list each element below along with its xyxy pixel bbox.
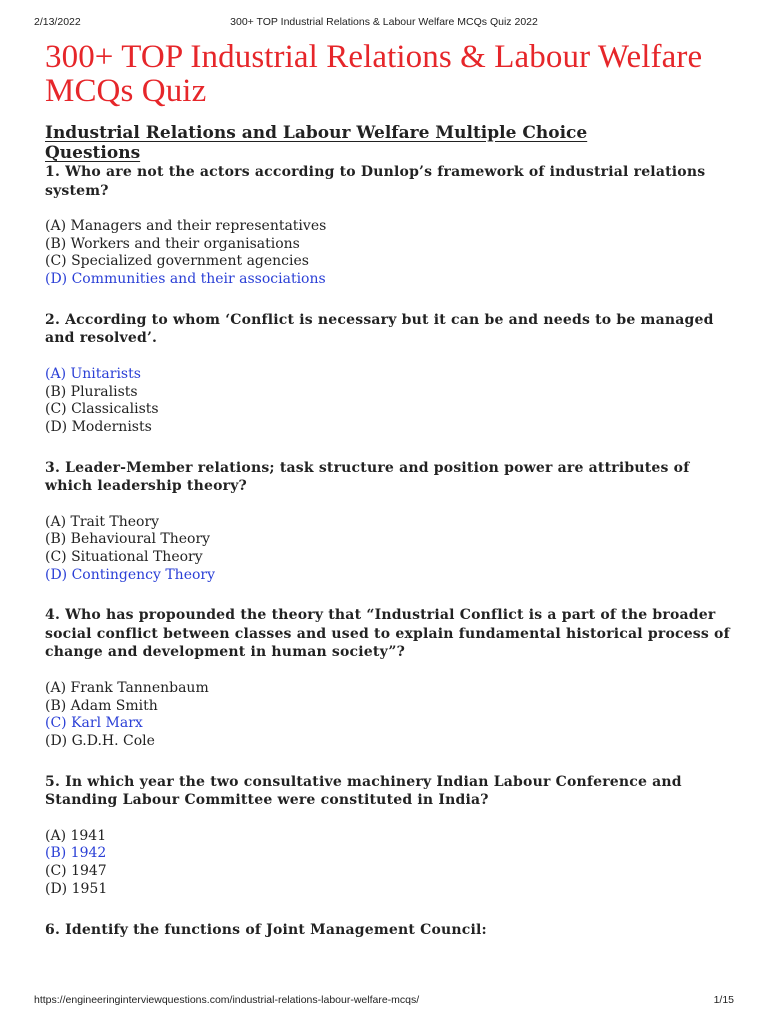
option-d: (D) Communities and their associations [45,271,326,288]
option-d: (D) Modernists [45,418,152,435]
option-b: (B) Adam Smith [45,697,158,714]
option-b: (B) Pluralists [45,383,138,400]
question-text: 5. In which year the two consultative machinery Indian Labour Conference and Standing Labour Committee were constituted in India? [45,773,682,809]
option-b: (B) 1942 [45,845,107,862]
print-document-title: 300+ TOP Industrial Relations & Labour Welfare MCQs Quiz 2022 [230,16,538,28]
option-c: (C) Specialized government agencies [45,253,309,270]
section-heading: Industrial Relations and Labour Welfare Multiple Choice Questions [45,123,588,163]
question-6 [45,921,735,940]
option-d: (D) G.D.H. Cole [45,733,155,750]
page-number: 1/15 [713,994,734,1006]
question-4 [45,606,735,750]
print-date: 2/13/2022 [34,16,81,28]
print-footer [34,994,734,1008]
option-c: (C) Classicalists [45,401,159,418]
option-d: (D) Contingency Theory [45,566,216,583]
question-text: 2. According to whom ‘Conflict is necessary but it can be and needs to be managed and resolved’. [45,311,714,347]
options-list [45,514,735,585]
options-list [45,218,735,289]
question-text: 3. Leader-Member relations; task structure and position power are attributes of which leadership theory? [45,459,690,495]
options-list [45,366,735,437]
option-a: (A) Frank Tannenbaum [45,679,209,696]
option-c: (C) Karl Marx [45,715,143,732]
options-list [45,828,735,899]
question-text: 1. Who are not the actors according to Dunlop’s framework of industrial relations system? [45,164,706,199]
option-b: (B) Workers and their organisations [45,235,300,252]
option-c: (C) 1947 [45,863,107,880]
options-list [45,680,735,751]
question-text: 6. Identify the functions of Joint Management Council: [45,921,487,938]
option-d: (D) 1951 [45,880,108,897]
option-a: (A) Managers and their representatives [45,218,327,234]
question-5 [45,773,735,899]
option-a: (A) Trait Theory [45,513,160,530]
article-content [45,40,735,939]
option-c: (C) Situational Theory [45,549,203,566]
question-2 [45,311,735,437]
page-title: 300+ TOP Industrial Relations & Labour Welfare MCQs Quiz [45,39,703,109]
question-1 [45,163,735,289]
option-b: (B) Behavioural Theory [45,531,211,548]
print-url: https://engineeringinterviewquestions.com/industrial-relations-labour-welfare-mcqs/ [34,994,420,1006]
option-a: (A) Unitarists [45,365,141,382]
question-text: 4. Who has propounded the theory that “Industrial Conflict is a part of the broader social conflict between classes and used to explain fundamental historical process of change and development in human society”? [45,607,730,661]
option-a: (A) 1941 [45,827,107,844]
print-header [34,16,734,30]
question-3 [45,459,735,585]
